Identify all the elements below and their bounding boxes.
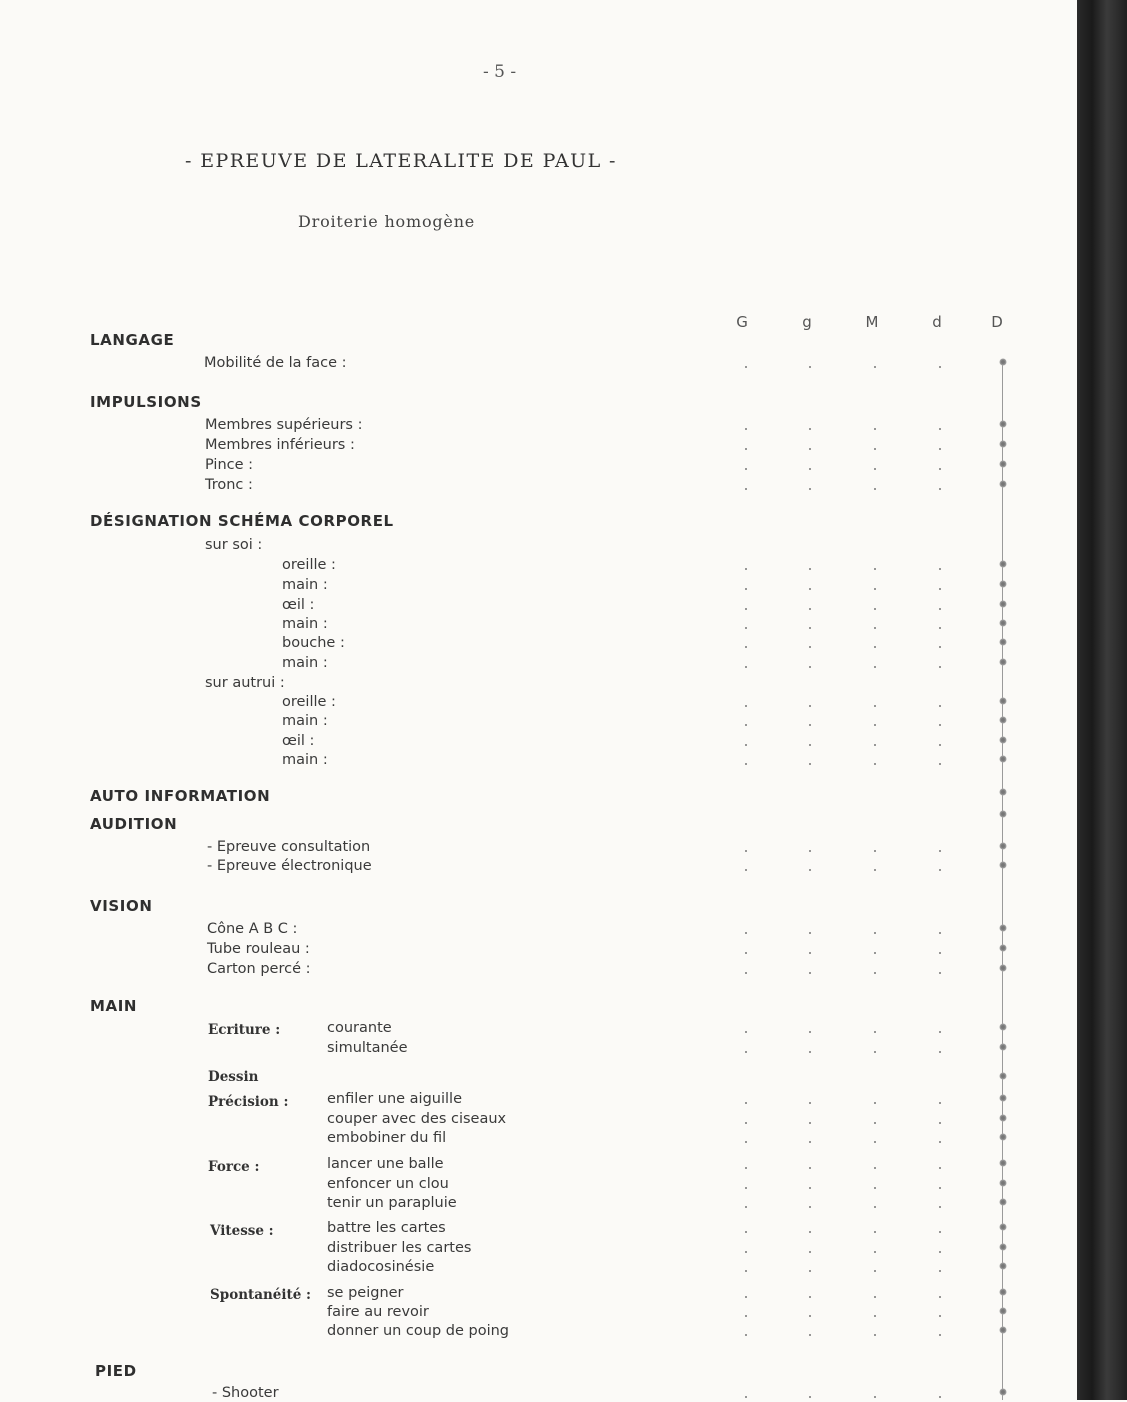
section-pied: PIED — [95, 1362, 137, 1380]
empty-dot — [874, 627, 876, 629]
empty-dot — [939, 608, 941, 610]
empty-dot — [809, 428, 811, 430]
row-label: - Shooter — [212, 1385, 279, 1401]
empty-dot — [939, 1231, 941, 1233]
right-mark — [1000, 1160, 1007, 1167]
empty-dot — [745, 932, 747, 934]
empty-dot — [809, 869, 811, 871]
right-mark — [1000, 1224, 1007, 1231]
empty-dot — [874, 448, 876, 450]
row-label: main : — [282, 616, 328, 632]
right-mark — [1000, 1389, 1007, 1396]
empty-dot — [874, 568, 876, 570]
row-label: Mobilité de la face : — [204, 355, 347, 371]
right-mark — [1000, 1073, 1007, 1080]
empty-dot — [874, 366, 876, 368]
right-mark — [1000, 421, 1007, 428]
empty-dot — [939, 366, 941, 368]
empty-dot — [939, 850, 941, 852]
empty-dot — [809, 850, 811, 852]
row-label: oreille : — [282, 694, 336, 710]
empty-dot — [874, 1396, 876, 1398]
empty-dot — [745, 1031, 747, 1033]
empty-dot — [745, 724, 747, 726]
right-mark — [1000, 601, 1007, 608]
empty-dot — [939, 763, 941, 765]
empty-dot — [874, 869, 876, 871]
empty-dot — [939, 972, 941, 974]
empty-dot — [939, 869, 941, 871]
row-label: lancer une balle — [327, 1156, 444, 1172]
empty-dot — [874, 1141, 876, 1143]
empty-dot — [939, 1296, 941, 1298]
row-label: main : — [282, 655, 328, 671]
column-header-M: M — [865, 313, 879, 331]
empty-dot — [874, 744, 876, 746]
empty-dot — [939, 1102, 941, 1104]
row-label: Tube rouleau : — [207, 941, 310, 957]
empty-dot — [745, 448, 747, 450]
empty-dot — [939, 666, 941, 668]
empty-dot — [809, 1031, 811, 1033]
empty-dot — [809, 1051, 811, 1053]
row-label: donner un coup de poing — [327, 1323, 510, 1339]
empty-dot — [874, 468, 876, 470]
empty-dot — [809, 1102, 811, 1104]
row-label: embobiner du fil — [327, 1130, 447, 1146]
row-label: faire au revoir — [327, 1304, 429, 1320]
empty-dot — [809, 1334, 811, 1336]
empty-dot — [745, 1141, 747, 1143]
right-mark — [1000, 581, 1007, 588]
category-vitesse: Vitesse : — [210, 1223, 274, 1239]
right-mark — [1000, 659, 1007, 666]
empty-dot — [939, 1396, 941, 1398]
empty-dot — [745, 366, 747, 368]
empty-dot — [745, 1251, 747, 1253]
category-spontaneite: Spontanéité : — [210, 1287, 312, 1303]
category-force: Force : — [208, 1159, 260, 1175]
column-header-D: D — [991, 313, 1003, 331]
empty-dot — [939, 1187, 941, 1189]
empty-dot — [939, 1167, 941, 1169]
empty-dot — [809, 1396, 811, 1398]
empty-dot — [745, 1396, 747, 1398]
right-mark — [1000, 756, 1007, 763]
empty-dot — [745, 428, 747, 430]
empty-dot — [745, 744, 747, 746]
right-mark — [1000, 1289, 1007, 1296]
empty-dot — [809, 1167, 811, 1169]
empty-dot — [874, 1206, 876, 1208]
empty-dot — [939, 744, 941, 746]
page-subtitle: Droiterie homogène — [298, 212, 476, 231]
empty-dot — [874, 608, 876, 610]
row-label: main : — [282, 752, 328, 768]
empty-dot — [809, 724, 811, 726]
empty-dot — [939, 488, 941, 490]
empty-dot — [809, 1315, 811, 1317]
empty-dot — [809, 763, 811, 765]
section-audition: AUDITION — [90, 815, 178, 833]
empty-dot — [939, 568, 941, 570]
empty-dot — [809, 627, 811, 629]
empty-dot — [745, 588, 747, 590]
row-label: enfoncer un clou — [327, 1176, 449, 1192]
right-mark — [1000, 925, 1007, 932]
empty-dot — [874, 1270, 876, 1272]
right-mark — [1000, 843, 1007, 850]
empty-dot — [809, 1270, 811, 1272]
empty-dot — [874, 428, 876, 430]
empty-dot — [745, 850, 747, 852]
right-mark — [1000, 789, 1007, 796]
row-label: Membres inférieurs : — [205, 437, 355, 453]
empty-dot — [874, 588, 876, 590]
empty-dot — [874, 1187, 876, 1189]
row-label: enfiler une aiguille — [327, 1091, 462, 1107]
row-label: - Epreuve consultation — [207, 839, 371, 855]
row-label: Carton percé : — [207, 961, 311, 977]
right-mark — [1000, 1180, 1007, 1187]
empty-dot — [874, 1231, 876, 1233]
right-mark — [1000, 1327, 1007, 1334]
right-mark — [1000, 1095, 1007, 1102]
empty-dot — [939, 588, 941, 590]
sublabel-sur-autrui: sur autrui : — [205, 675, 285, 691]
scan-edge — [1077, 0, 1127, 1400]
empty-dot — [874, 1167, 876, 1169]
row-label: distribuer les cartes — [327, 1240, 472, 1256]
empty-dot — [939, 646, 941, 648]
right-mark — [1000, 945, 1007, 952]
right-mark — [1000, 561, 1007, 568]
empty-dot — [809, 952, 811, 954]
empty-dot — [874, 850, 876, 852]
section-designation: DÉSIGNATION SCHÉMA CORPOREL — [90, 512, 394, 530]
empty-dot — [939, 1206, 941, 1208]
right-mark — [1000, 1134, 1007, 1141]
empty-dot — [874, 705, 876, 707]
empty-dot — [745, 705, 747, 707]
empty-dot — [874, 1031, 876, 1033]
right-mark — [1000, 481, 1007, 488]
right-mark — [1000, 737, 1007, 744]
row-label: battre les cartes — [327, 1220, 446, 1236]
empty-dot — [874, 488, 876, 490]
right-mark — [1000, 1115, 1007, 1122]
empty-dot — [809, 1206, 811, 1208]
sublabel-sur-soi: sur soi : — [205, 537, 263, 553]
row-label: couper avec des ciseaux — [327, 1111, 507, 1127]
empty-dot — [939, 627, 941, 629]
empty-dot — [874, 1251, 876, 1253]
right-mark — [1000, 1024, 1007, 1031]
right-mark — [1000, 717, 1007, 724]
empty-dot — [939, 1031, 941, 1033]
section-main: MAIN — [90, 997, 138, 1015]
right-mark — [1000, 1044, 1007, 1051]
row-label: main : — [282, 577, 328, 593]
right-mark — [1000, 620, 1007, 627]
right-mark — [1000, 639, 1007, 646]
empty-dot — [874, 646, 876, 648]
empty-dot — [939, 448, 941, 450]
empty-dot — [874, 972, 876, 974]
column-header-d: d — [932, 313, 942, 331]
right-mark — [1000, 1308, 1007, 1315]
empty-dot — [809, 666, 811, 668]
row-label: simultanée — [327, 1040, 408, 1056]
empty-dot — [745, 568, 747, 570]
empty-dot — [939, 952, 941, 954]
right-mark — [1000, 965, 1007, 972]
section-auto-information: AUTO INFORMATION — [90, 787, 271, 805]
empty-dot — [809, 1122, 811, 1124]
empty-dot — [809, 1187, 811, 1189]
empty-dot — [874, 666, 876, 668]
right-mark — [1000, 811, 1007, 818]
empty-dot — [745, 1315, 747, 1317]
empty-dot — [745, 1270, 747, 1272]
empty-dot — [874, 1051, 876, 1053]
empty-dot — [745, 952, 747, 954]
empty-dot — [874, 1334, 876, 1336]
empty-dot — [809, 1296, 811, 1298]
empty-dot — [874, 724, 876, 726]
empty-dot — [809, 972, 811, 974]
empty-dot — [809, 1141, 811, 1143]
row-label: Pince : — [205, 457, 254, 473]
empty-dot — [745, 1051, 747, 1053]
empty-dot — [939, 1251, 941, 1253]
empty-dot — [809, 468, 811, 470]
empty-dot — [939, 932, 941, 934]
empty-dot — [939, 468, 941, 470]
row-label: œil : — [282, 597, 315, 613]
row-label: - Epreuve électronique — [207, 858, 372, 874]
empty-dot — [809, 1251, 811, 1253]
empty-dot — [745, 1206, 747, 1208]
empty-dot — [745, 488, 747, 490]
right-mark — [1000, 359, 1007, 366]
empty-dot — [745, 1122, 747, 1124]
category-dessin: Dessin — [208, 1069, 259, 1085]
section-impulsions: IMPULSIONS — [90, 393, 202, 411]
empty-dot — [809, 608, 811, 610]
section-vision: VISION — [90, 897, 153, 915]
column-header-g: g — [802, 313, 812, 331]
empty-dot — [745, 763, 747, 765]
empty-dot — [874, 932, 876, 934]
section-langage: LANGAGE — [90, 331, 175, 349]
empty-dot — [745, 972, 747, 974]
empty-dot — [745, 608, 747, 610]
row-label: main : — [282, 713, 328, 729]
empty-dot — [745, 1296, 747, 1298]
row-label: courante — [327, 1020, 392, 1036]
empty-dot — [809, 568, 811, 570]
empty-dot — [809, 1231, 811, 1233]
row-label: Tronc : — [205, 477, 253, 493]
empty-dot — [939, 1315, 941, 1317]
empty-dot — [745, 1334, 747, 1336]
empty-dot — [939, 1270, 941, 1272]
empty-dot — [745, 1167, 747, 1169]
empty-dot — [939, 428, 941, 430]
row-label: se peigner — [327, 1285, 404, 1301]
category-ecriture: Ecriture : — [208, 1022, 281, 1038]
empty-dot — [745, 646, 747, 648]
empty-dot — [809, 366, 811, 368]
empty-dot — [745, 627, 747, 629]
row-label: oreille : — [282, 557, 336, 573]
page-number: - 5 - — [483, 62, 517, 82]
empty-dot — [745, 468, 747, 470]
column-header-G: G — [736, 313, 748, 331]
empty-dot — [809, 448, 811, 450]
empty-dot — [939, 1334, 941, 1336]
empty-dot — [939, 1141, 941, 1143]
right-mark — [1000, 1244, 1007, 1251]
right-mark — [1000, 461, 1007, 468]
empty-dot — [745, 869, 747, 871]
empty-dot — [939, 724, 941, 726]
right-mark — [1000, 698, 1007, 705]
empty-dot — [809, 646, 811, 648]
right-mark — [1000, 1263, 1007, 1270]
empty-dot — [745, 666, 747, 668]
empty-dot — [874, 1315, 876, 1317]
empty-dot — [809, 705, 811, 707]
empty-dot — [809, 488, 811, 490]
row-label: Cône A B C : — [207, 921, 298, 937]
empty-dot — [874, 1102, 876, 1104]
row-label: diadocosinésie — [327, 1259, 435, 1275]
empty-dot — [874, 952, 876, 954]
empty-dot — [745, 1187, 747, 1189]
right-mark — [1000, 441, 1007, 448]
category-precision: Précision : — [208, 1094, 289, 1110]
empty-dot — [874, 1122, 876, 1124]
empty-dot — [939, 705, 941, 707]
empty-dot — [874, 1296, 876, 1298]
empty-dot — [809, 932, 811, 934]
empty-dot — [809, 744, 811, 746]
empty-dot — [939, 1051, 941, 1053]
empty-dot — [939, 1122, 941, 1124]
page-title: - EPREUVE DE LATERALITE DE PAUL - — [185, 150, 617, 172]
row-label: tenir un parapluie — [327, 1195, 457, 1211]
empty-dot — [745, 1231, 747, 1233]
empty-dot — [874, 763, 876, 765]
row-label: œil : — [282, 733, 315, 749]
right-mark — [1000, 862, 1007, 869]
row-label: Membres supérieurs : — [205, 417, 363, 433]
right-mark — [1000, 1199, 1007, 1206]
row-label: bouche : — [282, 635, 345, 651]
empty-dot — [745, 1102, 747, 1104]
empty-dot — [809, 588, 811, 590]
